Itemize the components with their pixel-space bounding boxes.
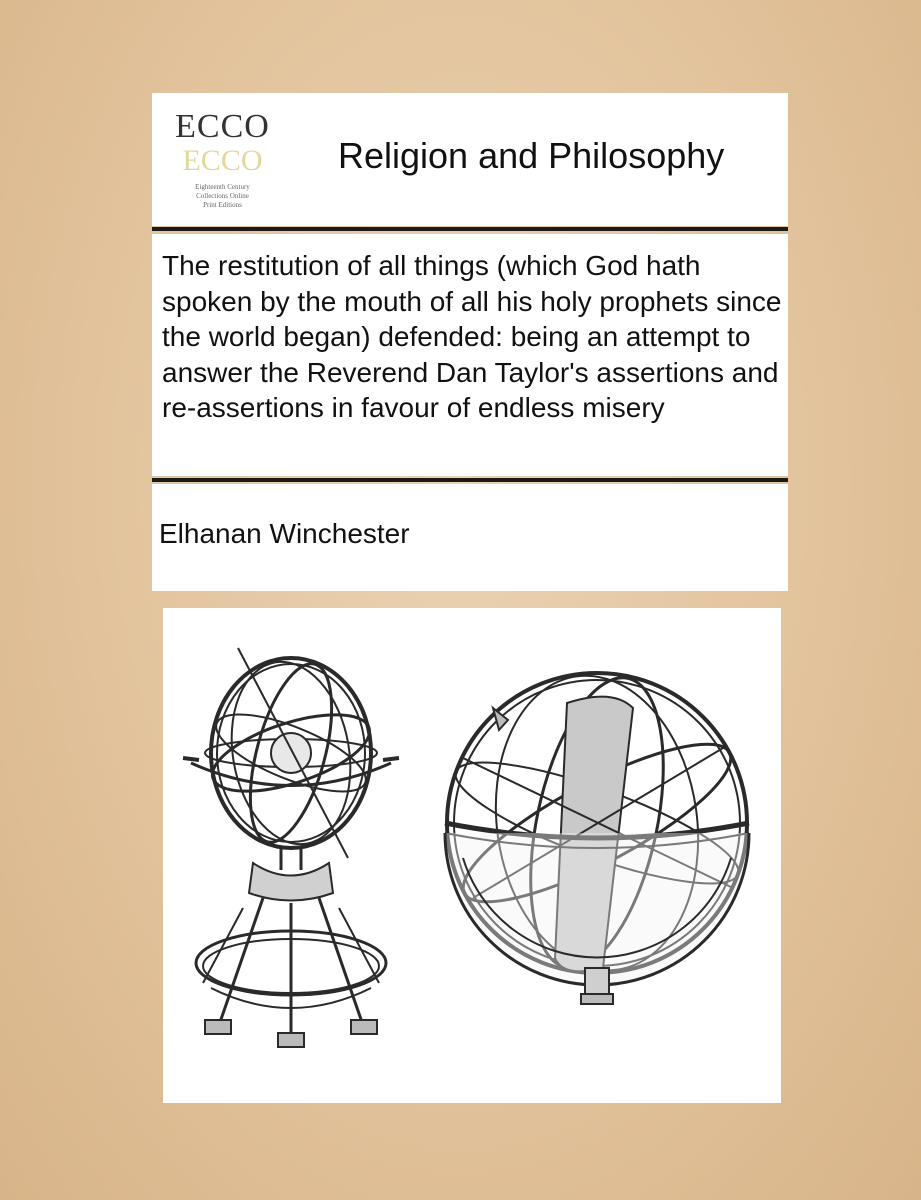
armillary-spheres-illustration [163,608,781,1103]
title-panel [152,234,788,476]
armillary-sphere-globe-icon [444,663,749,1004]
armillary-sphere-on-stand-icon [183,648,399,1047]
ecco-logo [170,107,275,215]
divider-rule [152,227,788,231]
logo-wordmark: ECCO [175,108,270,145]
author-panel [152,484,788,591]
series-title: Religion and Philosophy [338,135,725,176]
logo-ghost-wordmark: ECCO [182,144,263,177]
logo-subtitle [170,183,275,210]
author-name: Elhanan Winchester [159,518,410,549]
logo-subtitle-line: Eighteenth Century [195,183,250,191]
logo-subtitle-line: Print Editions [203,201,242,209]
illustration-panel [163,608,781,1103]
divider-rule [152,478,788,482]
book-title: The restitution of all things (which God hath spoken by the mouth of all his holy prophets since the world began) defended: being an attempt to answer the Reverend Dan Taylor's assertions and re-assertions in favour of endless misery [162,250,782,423]
cover-header [152,93,788,226]
logo-subtitle-line: Collections Online [196,192,249,200]
